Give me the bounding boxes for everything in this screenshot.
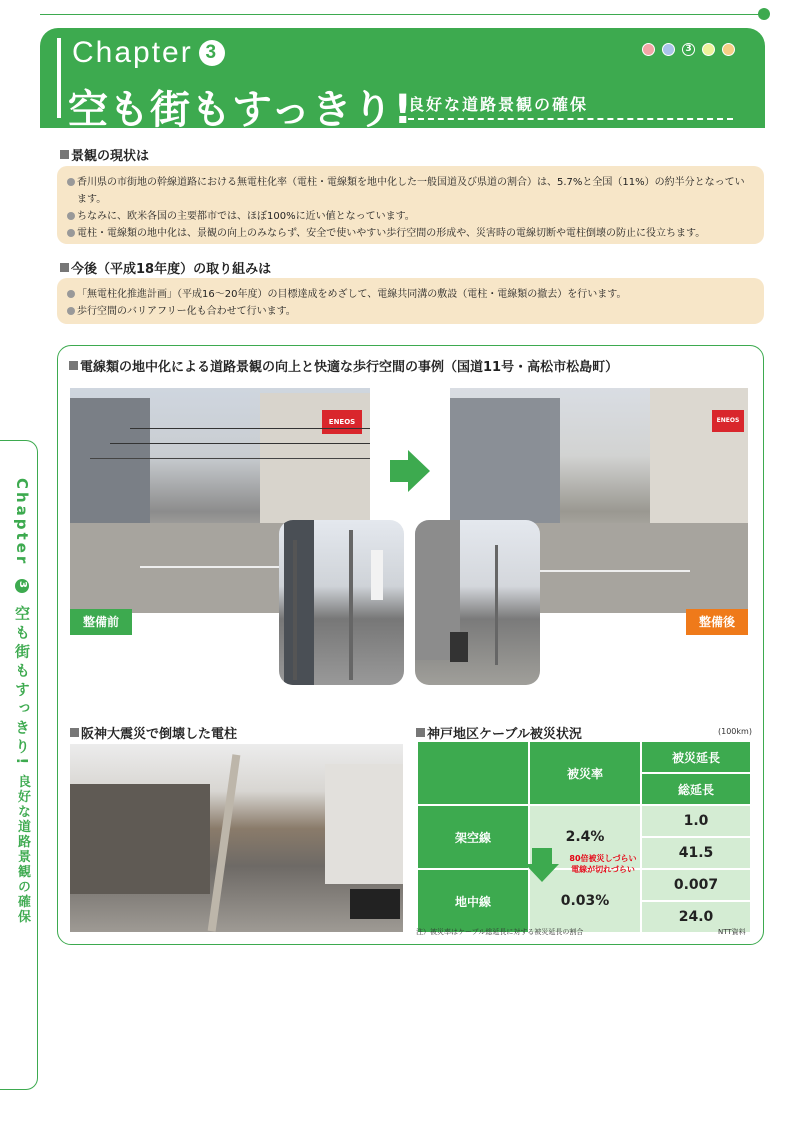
damaged-overhead: 1.0 — [642, 806, 750, 836]
section1-heading-text: 景観の現状は — [71, 149, 150, 164]
side-tab-label — [12, 478, 32, 925]
street-light — [495, 545, 498, 665]
frame-corner-dot — [758, 8, 770, 20]
header-total: 総延長 — [642, 774, 750, 804]
damaged-underground: 0.007 — [642, 870, 750, 900]
photo-inset-before-sidewalk — [279, 520, 404, 685]
side-subtitle: 良好な道路景観の確保 — [15, 774, 30, 925]
section-heading-plan — [60, 258, 271, 277]
side-chapter-number: 3 — [15, 579, 29, 593]
power-line — [110, 443, 370, 444]
building-shape — [70, 398, 150, 538]
building-shape — [284, 520, 314, 685]
total-underground: 24.0 — [642, 902, 750, 932]
header-accent-bar — [57, 38, 61, 118]
power-line — [90, 458, 370, 459]
case-study-heading — [69, 356, 618, 375]
chapter-label: Chapter — [72, 36, 193, 69]
total-overhead: 41.5 — [642, 838, 750, 868]
chapter-dot-4 — [702, 43, 715, 56]
bullet-item: ちなみに、欧米各国の主要都市では、ほぼ100%に近い値となっています。 — [67, 208, 754, 225]
section2-heading-text: 今後（平成18年度）の取り組みは — [71, 262, 272, 277]
table-footnote: 注）被災率はケーブル総延長に対する被災延長の割合 — [416, 928, 584, 936]
car-shape — [350, 889, 400, 919]
rate-overhead: 2.4% — [530, 806, 640, 868]
crosswalk-line — [540, 570, 690, 572]
chapter-header — [40, 28, 765, 133]
chapter-dots — [642, 43, 735, 56]
tilted-pole — [208, 754, 241, 931]
chapter-dot-5 — [722, 43, 735, 56]
quake-heading-text: 阪神大震災で倒壊した電柱 — [81, 727, 238, 742]
side-chapter-label: Chapter — [13, 478, 31, 567]
rate-underground: 0.03% — [530, 870, 640, 932]
plan-box — [57, 278, 764, 324]
square-bullet-icon — [69, 361, 78, 370]
row-label-underground: 地中線 — [418, 870, 528, 932]
utility-pole — [293, 540, 297, 680]
callout-line-2: 電線が切れづらい — [571, 865, 635, 874]
table-unit: (100km) — [718, 727, 752, 736]
page-title: 空も街もすっきり! — [68, 87, 413, 133]
section-heading-current-state — [60, 145, 149, 164]
bullet-item: 香川県の市街地の幹線道路における無電柱化率（電柱・電線類を地中化した一般国道及び県道の割合）は、5.7%と全国（11%）の約半分となっています。 — [67, 174, 754, 208]
label-before: 整備前 — [70, 609, 132, 635]
chapter-dot-2 — [662, 43, 675, 56]
table-source: NTT資料 — [718, 928, 746, 936]
side-title: 空も街もすっきり! — [13, 605, 31, 769]
square-bullet-icon — [60, 263, 69, 272]
quake-heading — [70, 723, 237, 742]
crosswalk-line — [140, 566, 300, 568]
utility-box — [450, 632, 468, 662]
row-label-overhead: 架空線 — [418, 806, 528, 868]
chapter-number: 3 — [199, 40, 225, 66]
current-state-box — [57, 166, 764, 244]
bullet-item: 歩行空間のバリアフリー化も合わせて行います。 — [67, 303, 754, 320]
header-damaged: 被災延長 — [642, 742, 750, 772]
utility-pole — [349, 530, 353, 680]
bullet-item: 「無電柱化推進計画」（平成16～20年度）の目標達成をめざして、電線共同溝の敷設（電柱・電線類の撤去）を行います。 — [67, 286, 754, 303]
table-corner-cell — [418, 742, 528, 804]
header-rate: 被災率 — [530, 742, 640, 804]
photo-inset-after-sidewalk — [415, 520, 540, 685]
eneos-sign: ENEOS — [322, 410, 362, 434]
chapter-dot-current: 3 — [682, 43, 695, 56]
eneos-sign: ENEOS — [712, 410, 744, 432]
bullet-item: 電柱・電線類の地中化は、景観の向上のみならず、安全で使いやすい歩行空間の形成や、災害時の電線切断や電柱倒壊の防止に役立ちます。 — [67, 225, 754, 242]
cable-heading-text: 神戸地区ケーブル被災状況 — [427, 727, 582, 742]
damage-callout — [563, 853, 643, 875]
callout-line-1: 80倍被災しづらい — [569, 854, 637, 863]
frame-top-line — [40, 14, 765, 15]
damaged-building — [70, 784, 210, 894]
case-study-heading-text: 電線類の地中化による道路景観の向上と快適な歩行空間の事例（国道11号・高松市松島町） — [80, 360, 619, 375]
building-shape — [325, 764, 403, 884]
chapter-heading — [72, 36, 225, 70]
power-line — [130, 428, 370, 429]
pole-sign — [371, 550, 383, 600]
square-bullet-icon — [70, 728, 79, 737]
chapter-dot-1 — [642, 43, 655, 56]
square-bullet-icon — [60, 150, 69, 159]
label-after: 整備後 — [686, 609, 748, 635]
subtitle-underline — [408, 118, 733, 120]
cable-damage-table — [416, 740, 752, 934]
photo-collapsed-pole — [70, 744, 403, 932]
square-bullet-icon — [416, 728, 425, 737]
page-subtitle: 良好な道路景観の確保 — [408, 95, 589, 114]
